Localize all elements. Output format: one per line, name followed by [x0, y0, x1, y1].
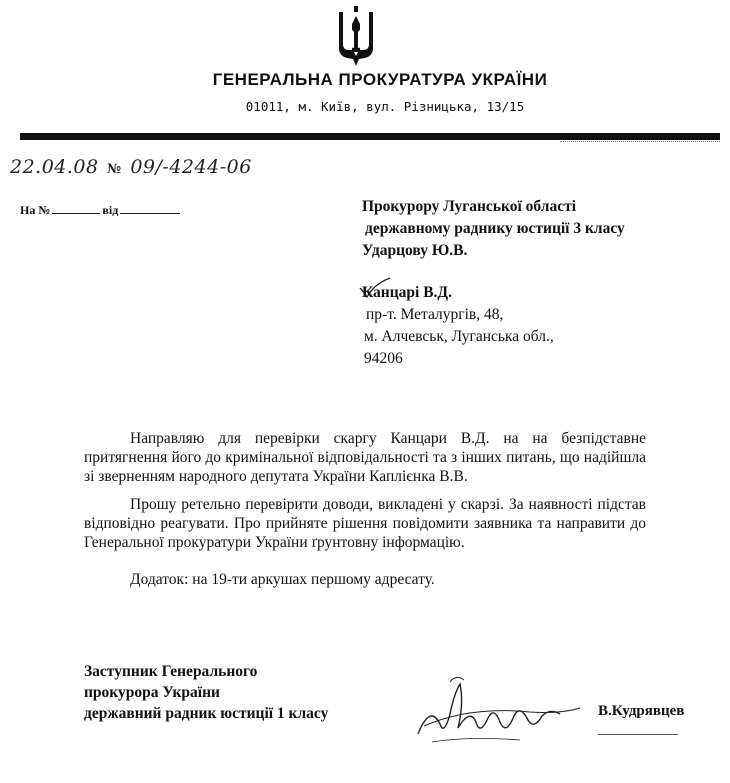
- addressee-line-3: Ударцову Ю.В.: [362, 242, 468, 259]
- header-divider-dots: [560, 141, 720, 144]
- complainant-name: Канцарі В.Д.: [362, 284, 452, 301]
- signatory-title-line-2: прокурора України: [84, 684, 220, 701]
- signatory-title-line-1: Заступник Генерального: [84, 663, 258, 680]
- reply-reference-line: [20, 203, 180, 218]
- organization-address: 01011, м. Київ, вул. Різницька, 13/15: [245, 99, 525, 114]
- handwritten-date: 22.04.08: [10, 156, 99, 178]
- reply-number-label: На №: [20, 203, 51, 217]
- header-divider: [20, 133, 720, 140]
- handwritten-number: 09/-4244-06: [130, 156, 252, 178]
- complainant-postcode: 94206: [364, 350, 403, 367]
- number-sign: №: [107, 162, 122, 177]
- primary-addressee: [362, 196, 625, 262]
- letter-body: [84, 429, 646, 598]
- signatory-name: В.Кудрявцев: [598, 703, 685, 719]
- addressee-line-2: державному раднику юстиції 3 класу: [365, 220, 625, 237]
- body-paragraph-1: Направляю для перевірки скаргу Канцари В.Д. на на безпідставне притягнення його до кримінальної відповідальності та з інших питань, що надійшла зі зверненням народного депутата України Каплієнка В.В.: [84, 430, 646, 485]
- complainant-street: пр-т. Металургів, 48,: [366, 306, 504, 323]
- trident-icon: [333, 4, 379, 68]
- addressee-line-1: Прокурору Луганської області: [362, 198, 577, 215]
- reply-number-blank: [52, 213, 100, 214]
- signatory-title: [84, 661, 328, 724]
- body-paragraph-2: Прошу ретельно перевірити доводи, викладені у скарзі. За наявності підстав відповідно реагувати. Про прийняте рішення повідомити заявника та направити до Генеральної прокуратури України ґрунтовну інформацію.: [84, 496, 646, 551]
- organization-name: ГЕНЕРАЛЬНА ПРОКУРАТУРА УКРАЇНИ: [212, 70, 548, 89]
- secondary-addressee: [362, 282, 554, 370]
- reply-date-blank: [120, 213, 180, 214]
- reply-date-label: від: [102, 203, 119, 217]
- handwritten-signature: [410, 664, 590, 752]
- signatory-underline: [598, 734, 678, 735]
- signatory-title-line-3: державний радник юстиції 1 класу: [84, 705, 329, 722]
- outgoing-reference: [10, 156, 252, 178]
- complainant-city: м. Алчевськ, Луганська обл.,: [364, 328, 554, 345]
- attachment-note: Додаток: на 19-ти аркушах першому адресату.: [130, 571, 435, 588]
